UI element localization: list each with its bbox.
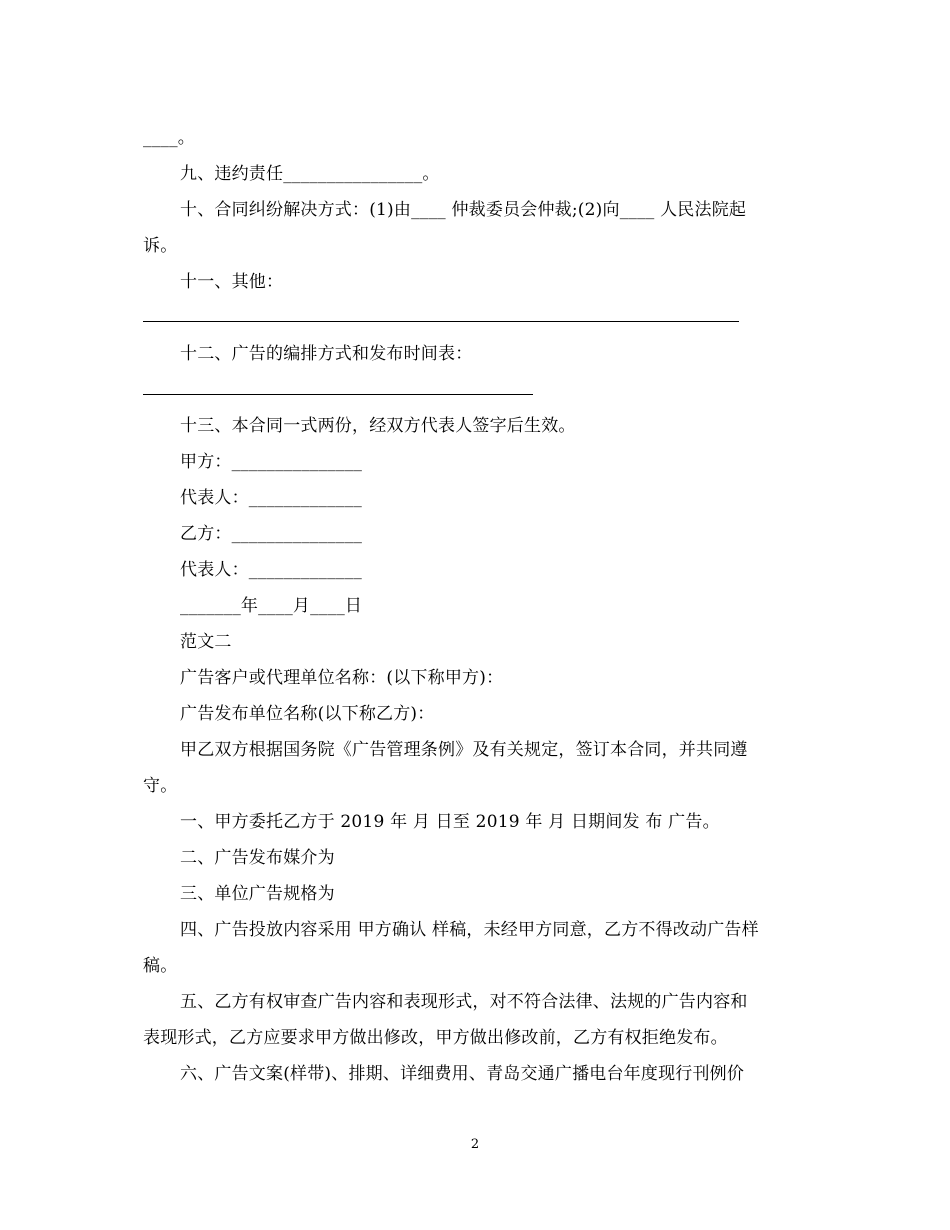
text-line: 广告发布单位名称(以下称乙方)： xyxy=(180,704,435,724)
signature-field-representative: 代表人：_____________ xyxy=(180,488,362,508)
text-line: 九、违约责任________________。 xyxy=(180,164,440,184)
text-line: 广告客户或代理单位名称：(以下称甲方)： xyxy=(180,668,504,688)
text-line: 守。 xyxy=(143,776,178,796)
signature-field-representative: 代表人：_____________ xyxy=(180,560,362,580)
signature-field-party-a: 甲方：_______________ xyxy=(180,452,363,472)
text-line: 六、广告文案(样带)、排期、详细费用、青岛交通广播电台年度现行刊例价 xyxy=(180,1064,745,1084)
text-line: 表现形式，乙方应要求甲方做出修改，甲方做出修改前，乙方有权拒绝发布。 xyxy=(143,1028,728,1048)
text-line: 五、乙方有权审查广告内容和表现形式，对不符合法律、法规的广告内容和 xyxy=(180,992,748,1012)
text-line: 十二、广告的编排方式和发布时间表： xyxy=(180,344,473,364)
blank-rule xyxy=(143,394,533,395)
page-number: 2 xyxy=(470,1137,480,1152)
section-heading: 范文二 xyxy=(180,632,232,652)
text-line: 十、合同纠纷解决方式：(1)由____ 仲裁委员会仲裁;(2)向____ 人民法院起 xyxy=(180,200,747,220)
signature-field-party-b: 乙方：_______________ xyxy=(180,524,363,544)
text-line: 稿。 xyxy=(143,956,178,976)
text-line: 诉。 xyxy=(143,236,178,256)
text-line: 四、广告投放内容采用 甲方确认 样稿，未经甲方同意，乙方不得改动广告样 xyxy=(180,920,759,940)
text-line: 甲乙双方根据国务院《广告管理条例》及有关规定，签订本合同，并共同遵 xyxy=(180,740,748,760)
text-line: 十一、其他： xyxy=(180,272,284,292)
text-line: 一、甲方委托乙方于 2019 年 月 日至 2019 年 月 日期间发 布 广告。 xyxy=(180,812,720,832)
text-line: 十三、本合同一式两份，经双方代表人签字后生效。 xyxy=(180,416,576,436)
text-line: 三、单位广告规格为 xyxy=(180,884,335,904)
text-line: 二、广告发布媒介为 xyxy=(180,848,335,868)
text-line: ____。 xyxy=(143,128,195,148)
date-field: _______年____月____日 xyxy=(180,596,363,616)
blank-rule xyxy=(143,321,739,322)
